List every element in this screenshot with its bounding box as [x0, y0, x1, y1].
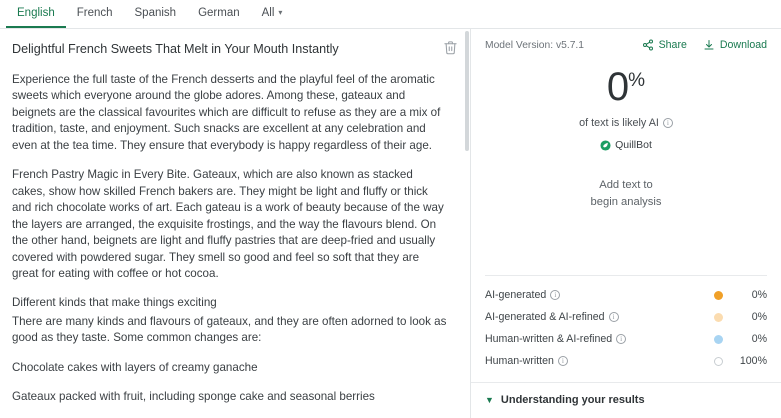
chevron-down-icon: ▼: [485, 394, 494, 405]
tab-label: German: [198, 7, 240, 19]
info-icon[interactable]: i: [558, 356, 568, 366]
brand-logo: [471, 139, 781, 151]
results-actions: [642, 39, 767, 51]
ai-score-value: 0: [606, 65, 629, 109]
tab-spanish[interactable]: [124, 0, 188, 28]
breakdown-label-text: Human-written & AI-refined: [485, 333, 613, 345]
share-icon: [642, 39, 654, 51]
text-editor-pane[interactable]: [0, 29, 471, 418]
main-body: [0, 29, 781, 418]
results-header: [471, 29, 781, 51]
brand-name: QuillBot: [615, 139, 652, 151]
breakdown-label: [485, 289, 560, 301]
divider: [485, 275, 767, 276]
tab-label: Spanish: [134, 7, 177, 19]
breakdown-row-ai-generated-ai-refined: [485, 306, 767, 328]
results-breakdown: [471, 275, 781, 372]
understanding-your-results-toggle[interactable]: [471, 382, 781, 418]
tab-all[interactable]: [251, 0, 294, 28]
breakdown-label: [485, 333, 626, 345]
paragraph: Experience the full taste of the French desserts and the playful feel of the aromatic sweets which everyone around the globe adores. Among these, gateaux and beignets are the classical favourites which are difficult to refuse as they are a mix of tradition, taste, and enjoyment. Such snacks are excellent at any celebration and even at the tea time. They ensure that everybody is happy regardless of their age.: [12, 73, 441, 152]
paragraph: Chocolate cakes with layers of creamy ganache: [12, 360, 258, 374]
ai-score-caption: [471, 117, 781, 129]
model-version-label: Model Version: v5.7.1: [485, 39, 585, 51]
breakdown-label-text: AI-generated: [485, 289, 547, 301]
chevron-down-icon: ▾: [278, 8, 283, 17]
breakdown-label: [485, 311, 619, 323]
paragraph: French Pastry Magic in Every Bite. Gateaux, which are also known as stacked cakes, show how skilled French bakers are. They might be light and fluffy or thick and rich chocolate works of art. Each gateau is a work of beauty because of the way the layers are arranged, the exquisite frostings, and the way the flavours blend. On the other hand, beignets are light and fluffy pastries that are deep-fried and usually covered with powdered sugar. They smell so good and feel so soft that they are great for eating with coffee or hot cocoa.: [12, 168, 444, 280]
download-button[interactable]: [703, 39, 767, 51]
paragraph-heading: Different kinds that make things exciting: [12, 296, 217, 310]
trash-icon[interactable]: [443, 40, 458, 55]
ai-score-caption-text: of text is likely AI: [579, 117, 659, 129]
quillbot-leaf-icon: [600, 140, 611, 151]
tab-label: French: [76, 7, 113, 19]
tab-german[interactable]: [187, 0, 251, 28]
legend-dot: [714, 313, 723, 322]
editor-scrollbar[interactable]: [464, 29, 470, 418]
breakdown-value: 0%: [751, 311, 767, 323]
legend-dot: [714, 291, 723, 300]
breakdown-label-text: Human-written: [485, 355, 554, 367]
tab-label: All: [261, 7, 275, 19]
tab-french[interactable]: [66, 0, 124, 28]
editor-content[interactable]: [0, 29, 470, 418]
scrollbar-thumb[interactable]: [465, 31, 469, 151]
info-icon[interactable]: i: [616, 334, 626, 344]
share-button[interactable]: [642, 39, 687, 51]
ai-score-block: [471, 51, 781, 151]
paragraph: Gateaux packed with fruit, including sponge cake and seasonal berries: [12, 390, 375, 404]
tab-label: English: [17, 7, 55, 19]
paragraph: There are many kinds and flavours of gateaux, and they are often adorned to look as good as they taste. Some common changes are:: [12, 314, 447, 345]
legend-dot: [714, 335, 723, 344]
breakdown-value: 0%: [751, 289, 767, 301]
breakdown-value: 0%: [751, 333, 767, 345]
empty-state-hint: [471, 177, 781, 211]
info-icon[interactable]: i: [550, 290, 560, 300]
share-label: Share: [658, 39, 687, 51]
hint-line-2: begin analysis: [590, 195, 662, 208]
breakdown-row-human-written-ai-refined: [485, 328, 767, 350]
download-icon: [703, 39, 715, 51]
tab-english[interactable]: [6, 0, 66, 28]
understanding-label: Understanding your results: [500, 394, 645, 406]
results-pane: [471, 29, 781, 418]
legend-dot: [714, 357, 723, 366]
download-label: Download: [719, 39, 767, 51]
breakdown-value: 100%: [739, 355, 767, 367]
breakdown-label-text: AI-generated & AI-refined: [485, 311, 605, 323]
hint-line-1: Add text to: [599, 179, 653, 191]
info-icon[interactable]: i: [663, 118, 673, 128]
ai-score-unit: %: [628, 70, 646, 91]
info-icon[interactable]: i: [609, 312, 619, 322]
ai-score: [471, 67, 781, 107]
breakdown-row-human-written: [485, 350, 767, 372]
document-title: Delightful French Sweets That Melt in Your Mouth Instantly: [12, 42, 339, 56]
language-tabbar: [0, 0, 781, 29]
breakdown-row-ai-generated: [485, 284, 767, 306]
breakdown-label: [485, 355, 568, 367]
